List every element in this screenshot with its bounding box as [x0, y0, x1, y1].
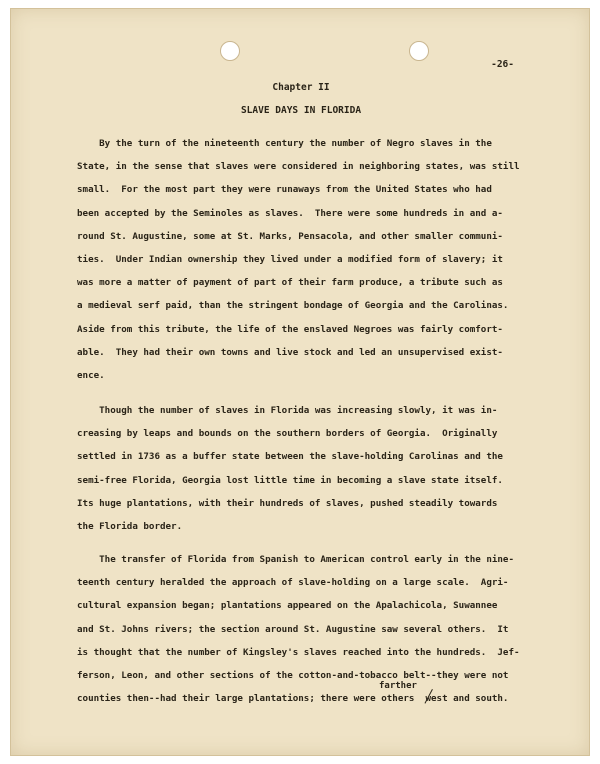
text-line: settled in 1736 as a buffer state between the slave-holding Carolinas and the — [77, 451, 503, 463]
text-line: Its huge plantations, with their hundreds of slaves, pushed steadily towards — [77, 497, 498, 509]
handwritten-insert: farther — [379, 681, 417, 691]
text-line: round St. Augustine, some at St. Marks, Pensacola, and other smaller communi- — [77, 230, 503, 242]
text-line: is thought that the number of Kingsley's slaves reached into the hundreds. Jef- — [77, 646, 520, 658]
text-line: ence. — [77, 369, 105, 381]
text-line: cultural expansion began; plantations appeared on the Apalachicola, Suwannee — [77, 600, 498, 612]
text-line: ties. Under Indian ownership they lived under a modified form of slavery; it — [77, 253, 503, 265]
paragraph-3 — [77, 548, 537, 710]
text-line: Though the number of slaves in Florida was increasing slowly, it was in- — [77, 405, 498, 416]
paragraph-1 — [77, 132, 537, 387]
text-line: semi-free Florida, Georgia lost little time in becoming a slave state itself. — [77, 474, 503, 486]
text-line: a medieval serf paid, than the stringent bondage of Georgia and the Carolinas. — [77, 300, 509, 312]
text-line: and St. Johns rivers; the section around St. Augustine saw several others. It — [77, 623, 509, 635]
text-line: was more a matter of payment of part of their farm produce, a tribute such as — [77, 277, 503, 289]
text-line: the Florida border. — [77, 520, 183, 532]
punch-hole — [409, 41, 429, 61]
text-line: Aside from this tribute, the life of the enslaved Negroes was fairly comfort- — [77, 323, 503, 335]
text-line: ferson, Leon, and other sections of the cotton-and-tobacco belt--they were not — [77, 669, 509, 681]
document-page — [10, 8, 590, 756]
text-line: By the turn of the nineteenth century the number of Negro slaves in the — [77, 138, 492, 149]
chapter-title: SLAVE DAYS IN FLORIDA — [240, 105, 362, 116]
paragraph-2 — [77, 399, 537, 538]
chapter-number: Chapter II — [272, 82, 330, 93]
text-line: small. For the most part they were runaways from the United States who had — [77, 184, 492, 196]
text-line: State, in the sense that slaves were considered in neighboring states, was still — [77, 161, 520, 173]
punch-hole — [220, 41, 240, 61]
text-line: teenth century heralded the approach of slave-holding on a large scale. Agri- — [77, 577, 509, 589]
text-line: counties then--had their large plantations; there were others west and south. — [77, 693, 509, 705]
page-number: -26- — [491, 59, 514, 70]
text-line: The transfer of Florida from Spanish to American control early in the nine- — [77, 554, 514, 565]
text-line: been accepted by the Seminoles as slaves. There were some hundreds in and a- — [77, 207, 503, 219]
text-line: able. They had their own towns and live stock and led an unsupervised exist- — [77, 346, 503, 358]
text-line: creasing by leaps and bounds on the southern borders of Georgia. Originally — [77, 428, 498, 440]
